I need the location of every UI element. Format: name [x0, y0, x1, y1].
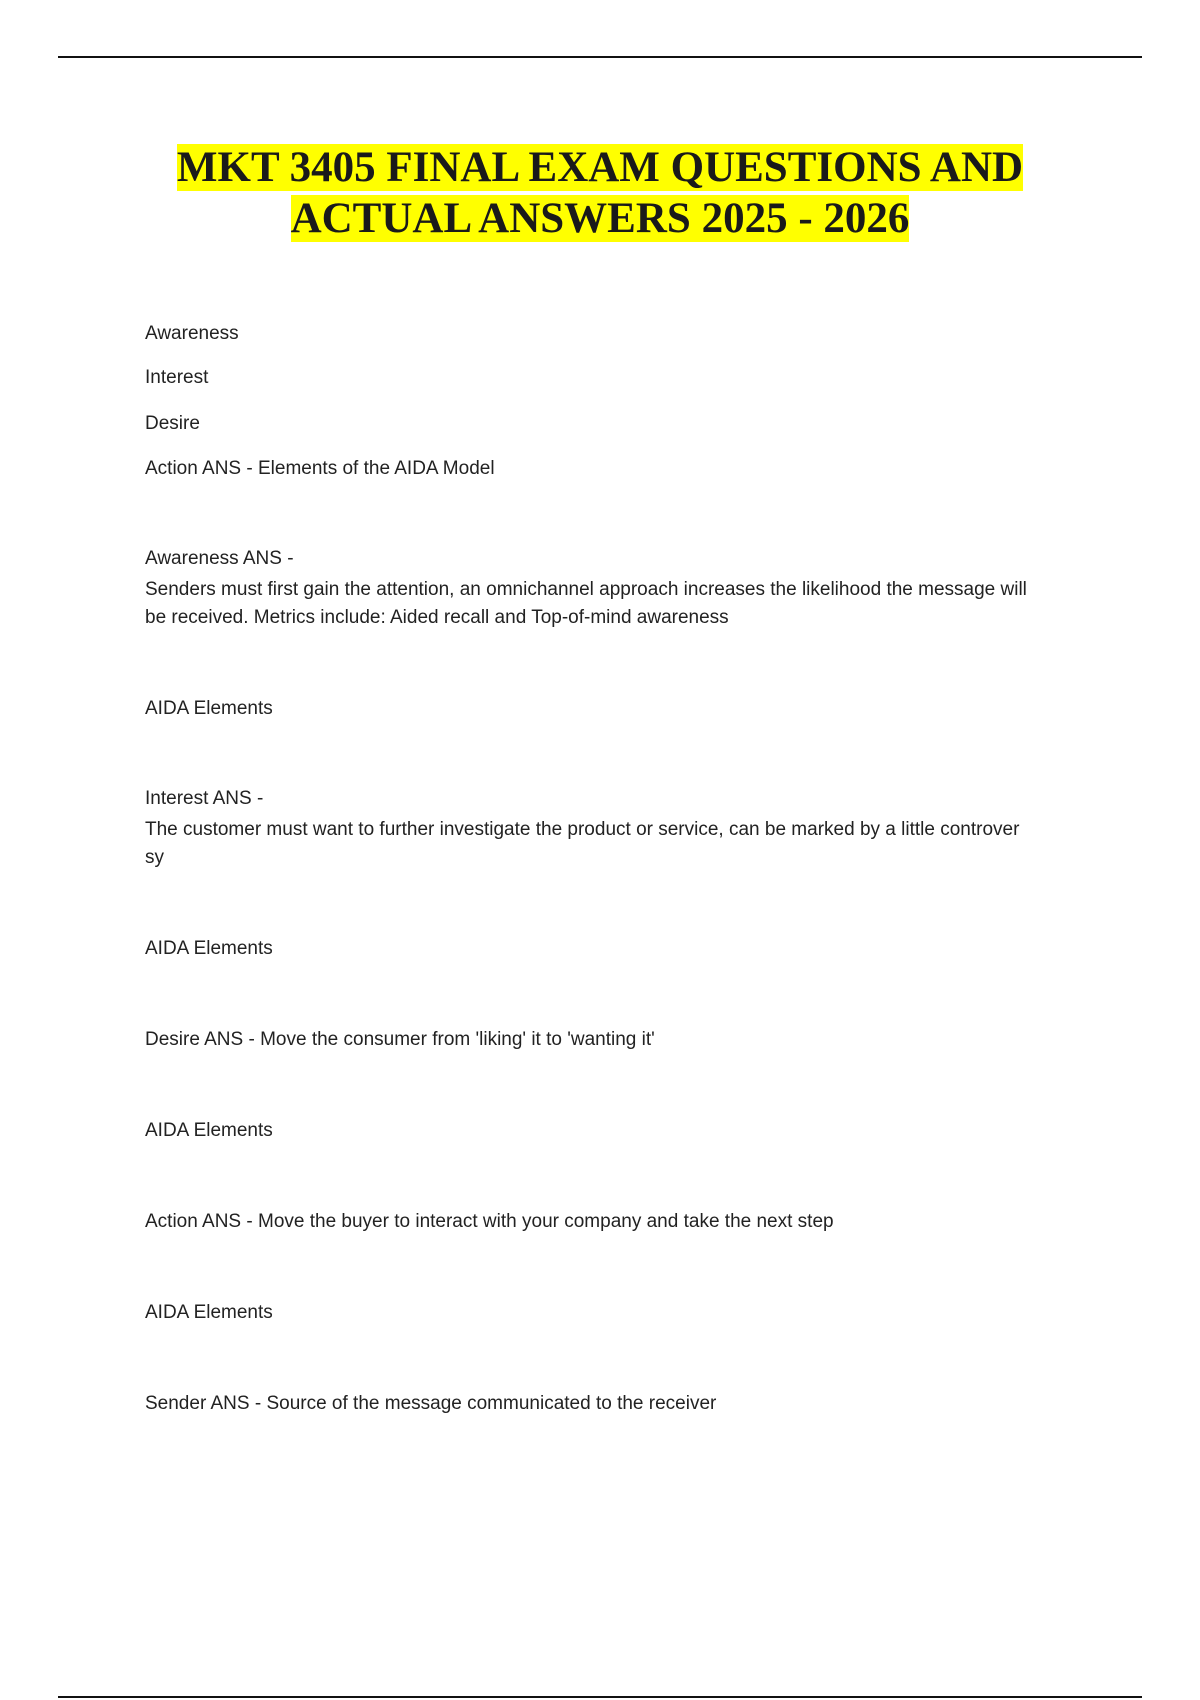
title-line-2: ACTUAL ANSWERS 2025 - 2026 — [290, 195, 910, 242]
list-item: Awareness — [145, 323, 239, 344]
list-item: Desire — [145, 413, 200, 434]
bottom-rule — [58, 1696, 1142, 1698]
document-title — [0, 142, 1200, 244]
section-label: AIDA Elements — [145, 698, 273, 719]
section-label: AIDA Elements — [145, 938, 273, 959]
term-heading: Interest ANS - — [145, 788, 264, 809]
section-label: AIDA Elements — [145, 1120, 273, 1141]
answer-line: Action ANS - Move the buyer to interact with your company and take the next step — [145, 1211, 834, 1232]
answer-text: be received. Metrics include: Aided recall and Top-of-mind awareness — [145, 607, 729, 628]
answer-line: Desire ANS - Move the consumer from 'liking' it to 'wanting it' — [145, 1029, 655, 1050]
top-rule — [58, 56, 1142, 58]
term-heading: Awareness ANS - — [145, 548, 294, 569]
title-line-1: MKT 3405 FINAL EXAM QUESTIONS AND — [176, 144, 1024, 191]
list-item: Interest — [145, 367, 209, 388]
answer-line: Action ANS - Elements of the AIDA Model — [145, 458, 495, 479]
answer-text: The customer must want to further investigate the product or service, can be marked by a little controver — [145, 819, 1020, 840]
answer-text: Senders must first gain the attention, an omnichannel approach increases the likelihood the message will — [145, 579, 1027, 600]
answer-line: Sender ANS - Source of the message communicated to the receiver — [145, 1393, 717, 1414]
section-label: AIDA Elements — [145, 1302, 273, 1323]
answer-text: sy — [145, 847, 164, 868]
